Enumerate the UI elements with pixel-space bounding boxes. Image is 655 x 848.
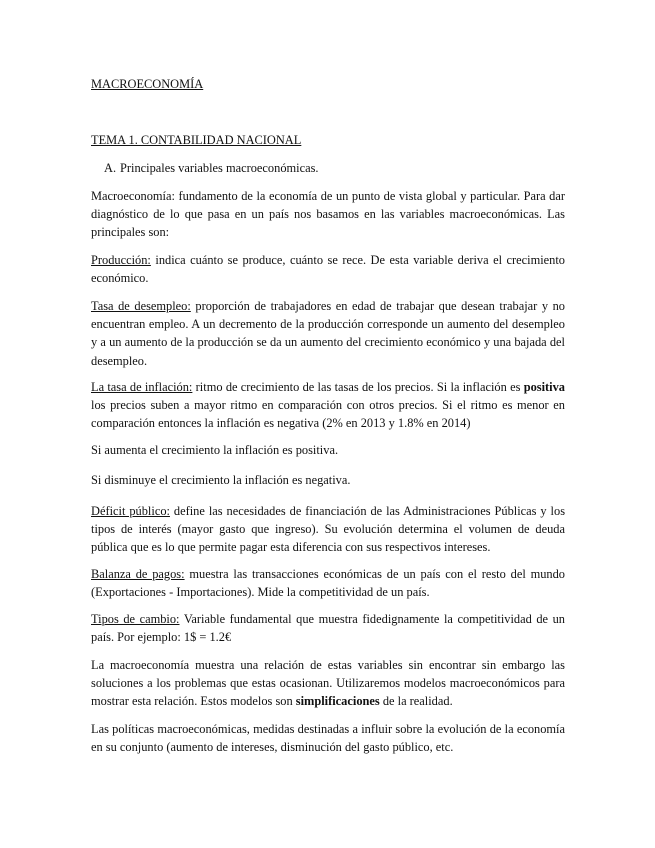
relacion-text-2: de la realidad.	[379, 694, 453, 709]
deficit-term: Déficit público:	[91, 504, 170, 518]
deficit-text: define las necesidades de financiación de las Administraciones Públicas y los tipos de interés (mayor gasto que ingreso). Su evolución determina el volumen de deuda pública que es lo que permite pagar esta diferencia con sus respectivos intereses.	[91, 504, 566, 555]
inflacion-text-2: los precios suben a mayor ritmo en comparación con otros precios. Si el ritmo es menor en comparación entonces la inflación es negativa (2% en 2013 y 1.8% en 2014)	[91, 398, 565, 431]
relacion-bold: simplificaciones	[295, 694, 380, 709]
section-heading	[104, 161, 319, 176]
produccion-term: Producción:	[91, 253, 151, 267]
inflacion-text-1: ritmo de crecimiento de las tasas de los precios. Si la inflación es	[192, 380, 524, 394]
inflacion-paragraph	[91, 378, 565, 433]
desempleo-paragraph	[91, 297, 565, 370]
aumenta-paragraph: Si aumenta el crecimiento la inflación es positiva.	[91, 443, 339, 457]
relacion-text-1: La macroeconomía muestra una relación de estas variables sin encontrar sin embargo las soluciones a los problemas que estas ocasionan. Utilizaremos modelos macroeconómicos para mostrar esta relación. Estos modelos son	[91, 658, 565, 709]
desempleo-term: Tasa de desempleo:	[91, 299, 191, 313]
cambio-term: Tipos de cambio:	[91, 612, 180, 626]
section-label: Principales variables macroeconómicas.	[120, 161, 319, 175]
document-title: MACROECONOMÍA	[91, 77, 204, 91]
inflacion-bold: positiva	[523, 380, 565, 394]
relacion-paragraph	[91, 656, 565, 711]
cambio-text: Variable fundamental que muestra fidedignamente la competitividad de un país. Por ejemplo: 1$ = 1.2€	[91, 612, 565, 645]
intro-paragraph: Macroeconomía: fundamento de la economía de un punto de vista global y particular. Para dar diagnóstico de lo que pasa en un país nos basamos en las variables macroeconómicas. Las principales son:	[91, 189, 565, 240]
produccion-paragraph	[91, 251, 565, 287]
balanza-paragraph	[91, 565, 565, 601]
produccion-text: indica cuánto se produce, cuánto se rece. De esta variable deriva el crecimiento económico.	[91, 253, 565, 286]
cambio-paragraph	[91, 610, 565, 646]
balanza-text: muestra las transacciones económicas de un país con el resto del mundo (Exportaciones - Importaciones). Mide la competitividad de un país.	[91, 567, 565, 600]
desempleo-text: proporción de trabajadores en edad de trabajar que desean trabajar y no encuentran empleo. A un decremento de la producción corresponde un aumento del desempleo y a un aumento de la producción se da un aumento del crecimiento económico y una bajada del desempleo.	[91, 299, 566, 368]
deficit-paragraph	[91, 502, 565, 557]
inflacion-term: La tasa de inflación:	[91, 380, 193, 394]
politicas-paragraph: Las políticas macroeconómicas, medidas destinadas a influir sobre la evolución de la economía en su conjunto (aumento de intereses, disminución del gasto público, etc.	[91, 722, 565, 755]
disminuye-paragraph: Si disminuye el crecimiento la inflación es negativa.	[91, 473, 351, 487]
section-letter: A.	[104, 161, 117, 175]
balanza-term: Balanza de pagos:	[91, 567, 185, 581]
topic-heading: TEMA 1. CONTABILIDAD NACIONAL	[91, 133, 302, 147]
